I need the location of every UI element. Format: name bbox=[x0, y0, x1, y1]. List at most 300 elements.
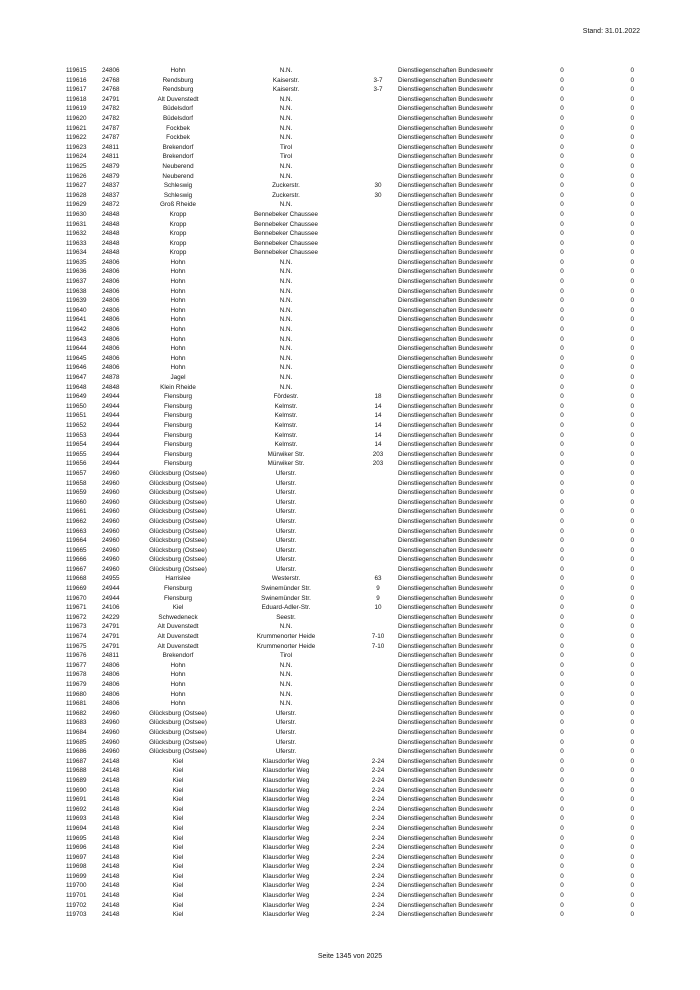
cell-house-number bbox=[358, 565, 398, 575]
cell-property-type: Dienstliegenschaften Bundeswehr bbox=[398, 709, 494, 717]
cell-street: Uferstr. bbox=[275, 498, 297, 506]
cell-property-type: Dienstliegenschaften Bundeswehr bbox=[398, 114, 494, 122]
cell-value-2: 0 bbox=[630, 143, 634, 151]
cell-property-type: Dienstliegenschaften Bundeswehr bbox=[398, 450, 494, 458]
cell-value-1: 0 bbox=[560, 182, 564, 190]
cell-street: Uferstr. bbox=[275, 508, 297, 516]
table-row bbox=[66, 747, 634, 757]
cell-row-id: 119684 bbox=[66, 728, 87, 736]
cell-postal-code: 24148 bbox=[102, 853, 120, 861]
cell-value-1: 0 bbox=[560, 834, 564, 842]
cell-property-type: Dienstliegenschaften Bundeswehr bbox=[398, 287, 494, 295]
cell-city: Hohn bbox=[170, 700, 186, 708]
cell-postal-code: 24806 bbox=[102, 345, 120, 353]
table-row bbox=[66, 699, 634, 709]
cell-property-type: Dienstliegenschaften Bundeswehr bbox=[398, 805, 494, 813]
cell-row-id: 119627 bbox=[66, 182, 87, 190]
cell-value-1: 0 bbox=[560, 143, 564, 151]
cell-house-number bbox=[358, 248, 398, 258]
cell-value-1: 0 bbox=[560, 278, 564, 286]
cell-value-1: 0 bbox=[560, 796, 564, 804]
table-row bbox=[66, 901, 634, 911]
cell-property-type: Dienstliegenschaften Bundeswehr bbox=[398, 182, 494, 190]
cell-value-2: 0 bbox=[630, 172, 634, 180]
cell-value-1: 0 bbox=[560, 124, 564, 132]
cell-house-number bbox=[358, 344, 398, 354]
cell-property-type: Dienstliegenschaften Bundeswehr bbox=[398, 594, 494, 602]
cell-property-type: Dienstliegenschaften Bundeswehr bbox=[398, 901, 494, 909]
cell-property-type: Dienstliegenschaften Bundeswehr bbox=[398, 690, 494, 698]
table-row bbox=[66, 104, 634, 114]
cell-value-2: 0 bbox=[630, 805, 634, 813]
cell-street: Klausdorfer Weg bbox=[262, 757, 310, 765]
cell-postal-code: 24148 bbox=[102, 911, 120, 919]
cell-row-id: 119626 bbox=[66, 172, 87, 180]
cell-street: Klausdorfer Weg bbox=[262, 824, 310, 832]
cell-street: N.N. bbox=[279, 345, 293, 353]
cell-house-number: 2-24 bbox=[371, 786, 385, 794]
cell-postal-code: 24878 bbox=[102, 374, 120, 381]
table-row bbox=[66, 613, 634, 623]
cell-value-2: 0 bbox=[630, 393, 634, 401]
cell-value-1: 0 bbox=[560, 537, 564, 545]
cell-city: Brekendorf bbox=[162, 143, 194, 151]
cell-row-id: 119625 bbox=[66, 162, 87, 170]
cell-value-2: 0 bbox=[630, 872, 634, 880]
table-row bbox=[66, 85, 634, 95]
cell-city: Kiel bbox=[172, 776, 184, 784]
cell-house-number bbox=[358, 383, 398, 393]
cell-row-id: 119630 bbox=[66, 210, 87, 218]
cell-city: Hohn bbox=[170, 354, 186, 362]
cell-value-2: 0 bbox=[630, 431, 634, 439]
cell-city: Glücksburg (Ostsee) bbox=[149, 709, 207, 717]
cell-city: Hohn bbox=[170, 661, 186, 669]
cell-property-type: Dienstliegenschaften Bundeswehr bbox=[398, 354, 494, 362]
cell-value-2: 0 bbox=[630, 853, 634, 861]
cell-house-number bbox=[358, 220, 398, 230]
cell-value-2: 0 bbox=[630, 479, 634, 487]
cell-street: Kelmstr. bbox=[274, 402, 298, 410]
cell-house-number: 9 bbox=[376, 585, 380, 593]
cell-city: Kiel bbox=[172, 892, 184, 900]
cell-value-2: 0 bbox=[630, 738, 634, 746]
cell-property-type: Dienstliegenschaften Bundeswehr bbox=[398, 431, 494, 439]
cell-value-2: 0 bbox=[630, 767, 634, 775]
cell-city: Brekendorf bbox=[162, 153, 194, 161]
cell-city: Flensburg bbox=[163, 450, 192, 458]
cell-value-1: 0 bbox=[560, 728, 564, 736]
cell-value-1: 0 bbox=[560, 853, 564, 861]
cell-postal-code: 24811 bbox=[102, 143, 120, 151]
table-row bbox=[66, 776, 634, 786]
cell-house-number bbox=[358, 287, 398, 297]
cell-postal-code: 24955 bbox=[102, 575, 120, 583]
cell-city: Flensburg bbox=[163, 441, 192, 449]
cell-value-1: 0 bbox=[560, 134, 564, 142]
cell-row-id: 119667 bbox=[66, 565, 87, 573]
cell-value-1: 0 bbox=[560, 354, 564, 362]
cell-value-1: 0 bbox=[560, 652, 564, 660]
cell-city: Flensburg bbox=[163, 402, 192, 410]
cell-row-id: 119686 bbox=[66, 748, 87, 756]
table-row bbox=[66, 76, 634, 86]
cell-row-id: 119629 bbox=[66, 201, 87, 209]
cell-value-1: 0 bbox=[560, 844, 564, 852]
cell-row-id: 119692 bbox=[66, 805, 87, 813]
cell-street: Uferstr. bbox=[275, 489, 297, 497]
cell-city: Flensburg bbox=[163, 393, 192, 401]
cell-row-id: 119697 bbox=[66, 853, 87, 861]
cell-city: Hohn bbox=[170, 258, 186, 266]
cell-house-number: 63 bbox=[374, 575, 382, 583]
cell-property-type: Dienstliegenschaften Bundeswehr bbox=[398, 556, 494, 564]
cell-row-id: 119631 bbox=[66, 220, 87, 228]
cell-city: Kiel bbox=[172, 805, 184, 813]
cell-value-2: 0 bbox=[630, 748, 634, 756]
table-row bbox=[66, 738, 634, 748]
cell-city: Hohn bbox=[170, 326, 186, 334]
cell-property-type: Dienstliegenschaften Bundeswehr bbox=[398, 306, 494, 314]
cell-street: N.N. bbox=[279, 661, 293, 669]
cell-value-1: 0 bbox=[560, 546, 564, 554]
cell-property-type: Dienstliegenschaften Bundeswehr bbox=[398, 824, 494, 832]
cell-house-number bbox=[358, 172, 398, 182]
cell-property-type: Dienstliegenschaften Bundeswehr bbox=[398, 671, 494, 679]
cell-street: Swinemünder Str. bbox=[261, 594, 311, 602]
cell-street: Kelmstr. bbox=[274, 431, 298, 439]
cell-street: N.N. bbox=[279, 681, 293, 688]
table-row bbox=[66, 421, 634, 431]
cell-row-id: 119655 bbox=[66, 450, 87, 458]
cell-property-type: Dienstliegenschaften Bundeswehr bbox=[398, 249, 494, 257]
cell-value-1: 0 bbox=[560, 249, 564, 257]
table-row bbox=[66, 910, 634, 920]
cell-value-2: 0 bbox=[630, 258, 634, 266]
cell-postal-code: 24806 bbox=[102, 335, 120, 343]
cell-street: N.N. bbox=[279, 335, 293, 343]
cell-street: N.N. bbox=[279, 287, 293, 295]
cell-street: Klausdorfer Weg bbox=[262, 911, 310, 919]
cell-house-number bbox=[358, 479, 398, 489]
cell-city: Glücksburg (Ostsee) bbox=[149, 738, 207, 746]
cell-value-1: 0 bbox=[560, 633, 564, 641]
cell-city: Alt Duvenstedt bbox=[157, 95, 199, 103]
cell-house-number bbox=[358, 680, 398, 690]
cell-street: N.N. bbox=[279, 316, 293, 324]
cell-house-number: 7-10 bbox=[371, 633, 385, 641]
cell-row-id: 119688 bbox=[66, 767, 87, 775]
cell-value-2: 0 bbox=[630, 786, 634, 794]
cell-row-id: 119682 bbox=[66, 709, 87, 717]
table-row bbox=[66, 795, 634, 805]
cell-property-type: Dienstliegenschaften Bundeswehr bbox=[398, 153, 494, 161]
cell-value-1: 0 bbox=[560, 220, 564, 228]
cell-street: Klausdorfer Weg bbox=[262, 786, 310, 794]
cell-postal-code: 24791 bbox=[102, 633, 120, 641]
cell-postal-code: 24806 bbox=[102, 690, 120, 698]
cell-row-id: 119685 bbox=[66, 738, 87, 746]
cell-value-1: 0 bbox=[560, 556, 564, 564]
cell-city: Kropp bbox=[169, 230, 187, 238]
cell-street: Seestr. bbox=[276, 613, 296, 621]
cell-row-id: 119703 bbox=[66, 911, 87, 919]
table-row bbox=[66, 651, 634, 661]
cell-value-2: 0 bbox=[630, 441, 634, 449]
cell-value-2: 0 bbox=[630, 220, 634, 228]
cell-property-type: Dienstliegenschaften Bundeswehr bbox=[398, 460, 494, 468]
cell-house-number bbox=[358, 335, 398, 345]
cell-value-1: 0 bbox=[560, 517, 564, 525]
cell-property-type: Dienstliegenschaften Bundeswehr bbox=[398, 844, 494, 852]
table-row bbox=[66, 565, 634, 575]
cell-value-1: 0 bbox=[560, 585, 564, 593]
cell-value-2: 0 bbox=[630, 287, 634, 295]
cell-street: Uferstr. bbox=[275, 527, 297, 535]
cell-postal-code: 24806 bbox=[102, 268, 120, 276]
cell-value-1: 0 bbox=[560, 805, 564, 813]
cell-value-1: 0 bbox=[560, 297, 564, 305]
cell-row-id: 119649 bbox=[66, 393, 87, 401]
cell-property-type: Dienstliegenschaften Bundeswehr bbox=[398, 815, 494, 823]
cell-city: Harrislee bbox=[165, 575, 191, 583]
table-row bbox=[66, 632, 634, 642]
cell-value-1: 0 bbox=[560, 508, 564, 516]
cell-postal-code: 24806 bbox=[102, 297, 120, 305]
cell-value-1: 0 bbox=[560, 642, 564, 650]
cell-street: N.N. bbox=[279, 105, 293, 113]
table-row bbox=[66, 114, 634, 124]
cell-city: Kiel bbox=[172, 882, 184, 890]
cell-postal-code: 24787 bbox=[102, 134, 120, 142]
cell-value-1: 0 bbox=[560, 210, 564, 218]
cell-street: Klausdorfer Weg bbox=[262, 767, 310, 775]
stand-date: Stand: 31.01.2022 bbox=[582, 28, 640, 35]
cell-row-id: 119646 bbox=[66, 364, 87, 372]
cell-row-id: 119648 bbox=[66, 383, 87, 391]
cell-city: Hohn bbox=[170, 681, 186, 688]
cell-value-1: 0 bbox=[560, 863, 564, 871]
cell-row-id: 119634 bbox=[66, 249, 87, 257]
table-row bbox=[66, 862, 634, 872]
table-row bbox=[66, 718, 634, 728]
cell-value-2: 0 bbox=[630, 86, 634, 94]
cell-postal-code: 24944 bbox=[102, 441, 120, 449]
cell-value-2: 0 bbox=[630, 815, 634, 823]
cell-property-type: Dienstliegenschaften Bundeswehr bbox=[398, 796, 494, 804]
table-row bbox=[66, 450, 634, 460]
cell-city: Hohn bbox=[170, 690, 186, 698]
cell-house-number: 14 bbox=[374, 412, 382, 420]
cell-street: Bennebeker Chaussee bbox=[253, 210, 319, 218]
cell-city: Hohn bbox=[170, 364, 186, 372]
property-table bbox=[66, 66, 634, 920]
cell-house-number bbox=[358, 690, 398, 700]
cell-house-number bbox=[358, 661, 398, 671]
cell-street: N.N. bbox=[279, 306, 293, 314]
cell-postal-code: 24806 bbox=[102, 67, 120, 74]
cell-row-id: 119690 bbox=[66, 786, 87, 794]
cell-postal-code: 24148 bbox=[102, 824, 120, 832]
cell-value-2: 0 bbox=[630, 537, 634, 545]
cell-row-id: 119677 bbox=[66, 661, 87, 669]
cell-city: Groß Rheide bbox=[159, 201, 197, 209]
table-row bbox=[66, 728, 634, 738]
cell-postal-code: 24944 bbox=[102, 412, 120, 420]
table-row bbox=[66, 824, 634, 834]
cell-postal-code: 24148 bbox=[102, 901, 120, 909]
cell-city: Glücksburg (Ostsee) bbox=[149, 469, 207, 477]
cell-house-number: 18 bbox=[374, 393, 382, 401]
cell-value-1: 0 bbox=[560, 441, 564, 449]
cell-city: Glücksburg (Ostsee) bbox=[149, 556, 207, 564]
cell-row-id: 119637 bbox=[66, 278, 87, 286]
cell-value-1: 0 bbox=[560, 776, 564, 784]
cell-street: Bennebeker Chaussee bbox=[253, 249, 319, 257]
cell-city: Glücksburg (Ostsee) bbox=[149, 719, 207, 727]
cell-value-2: 0 bbox=[630, 412, 634, 420]
cell-city: Kropp bbox=[169, 220, 187, 228]
cell-house-number bbox=[358, 124, 398, 134]
cell-house-number bbox=[358, 498, 398, 508]
cell-postal-code: 24944 bbox=[102, 594, 120, 602]
cell-row-id: 119644 bbox=[66, 345, 87, 353]
cell-city: Kiel bbox=[172, 796, 184, 804]
cell-city: Schleswig bbox=[163, 182, 193, 190]
cell-city: Glücksburg (Ostsee) bbox=[149, 728, 207, 736]
cell-value-2: 0 bbox=[630, 719, 634, 727]
cell-value-2: 0 bbox=[630, 623, 634, 631]
cell-value-2: 0 bbox=[630, 892, 634, 900]
cell-row-id: 119675 bbox=[66, 642, 87, 650]
table-row bbox=[66, 517, 634, 527]
cell-house-number bbox=[358, 239, 398, 249]
cell-property-type: Dienstliegenschaften Bundeswehr bbox=[398, 681, 494, 688]
cell-value-1: 0 bbox=[560, 383, 564, 391]
cell-property-type: Dienstliegenschaften Bundeswehr bbox=[398, 834, 494, 842]
cell-value-1: 0 bbox=[560, 767, 564, 775]
cell-value-2: 0 bbox=[630, 681, 634, 688]
table-row bbox=[66, 853, 634, 863]
cell-street: Klausdorfer Weg bbox=[262, 863, 310, 871]
cell-property-type: Dienstliegenschaften Bundeswehr bbox=[398, 642, 494, 650]
cell-row-id: 119660 bbox=[66, 498, 87, 506]
cell-value-2: 0 bbox=[630, 709, 634, 717]
table-row bbox=[66, 834, 634, 844]
cell-value-2: 0 bbox=[630, 383, 634, 391]
cell-postal-code: 24806 bbox=[102, 258, 120, 266]
cell-row-id: 119672 bbox=[66, 613, 87, 621]
cell-postal-code: 24148 bbox=[102, 844, 120, 852]
cell-row-id: 119683 bbox=[66, 719, 87, 727]
cell-street: N.N. bbox=[279, 114, 293, 122]
cell-row-id: 119638 bbox=[66, 287, 87, 295]
cell-house-number bbox=[358, 709, 398, 719]
cell-property-type: Dienstliegenschaften Bundeswehr bbox=[398, 479, 494, 487]
cell-property-type: Dienstliegenschaften Bundeswehr bbox=[398, 661, 494, 669]
table-row bbox=[66, 287, 634, 297]
table-row bbox=[66, 814, 634, 824]
cell-house-number: 2-24 bbox=[371, 776, 385, 784]
cell-house-number bbox=[358, 738, 398, 748]
cell-city: Kropp bbox=[169, 210, 187, 218]
cell-row-id: 119663 bbox=[66, 527, 87, 535]
cell-row-id: 119617 bbox=[66, 86, 87, 94]
table-row bbox=[66, 210, 634, 220]
cell-value-2: 0 bbox=[630, 421, 634, 429]
cell-value-1: 0 bbox=[560, 306, 564, 314]
cell-house-number bbox=[358, 114, 398, 124]
cell-postal-code: 24944 bbox=[102, 421, 120, 429]
cell-house-number: 2-24 bbox=[371, 824, 385, 832]
cell-value-2: 0 bbox=[630, 316, 634, 324]
cell-postal-code: 24944 bbox=[102, 585, 120, 593]
cell-street: Klausdorfer Weg bbox=[262, 834, 310, 842]
cell-city: Büdelsdorf bbox=[162, 105, 194, 113]
table-row bbox=[66, 239, 634, 249]
table-row bbox=[66, 872, 634, 882]
cell-city: Glücksburg (Ostsee) bbox=[149, 508, 207, 516]
cell-postal-code: 24148 bbox=[102, 882, 120, 890]
cell-house-number bbox=[358, 363, 398, 373]
cell-row-id: 119699 bbox=[66, 872, 87, 880]
cell-row-id: 119661 bbox=[66, 508, 87, 516]
table-row bbox=[66, 594, 634, 604]
cell-row-id: 119689 bbox=[66, 776, 87, 784]
cell-postal-code: 24768 bbox=[102, 86, 120, 94]
table-row bbox=[66, 152, 634, 162]
cell-value-2: 0 bbox=[630, 661, 634, 669]
cell-city: Alt Duvenstedt bbox=[157, 623, 199, 631]
cell-value-2: 0 bbox=[630, 824, 634, 832]
table-body bbox=[66, 66, 634, 920]
table-row bbox=[66, 315, 634, 325]
cell-property-type: Dienstliegenschaften Bundeswehr bbox=[398, 863, 494, 871]
cell-street: Kelmstr. bbox=[274, 412, 298, 420]
cell-city: Kiel bbox=[172, 911, 184, 919]
cell-property-type: Dienstliegenschaften Bundeswehr bbox=[398, 335, 494, 343]
cell-house-number bbox=[358, 373, 398, 383]
cell-value-2: 0 bbox=[630, 556, 634, 564]
table-row bbox=[66, 66, 634, 76]
cell-row-id: 119636 bbox=[66, 268, 87, 276]
cell-value-1: 0 bbox=[560, 575, 564, 583]
cell-city: Hohn bbox=[170, 671, 186, 679]
cell-property-type: Dienstliegenschaften Bundeswehr bbox=[398, 892, 494, 900]
cell-house-number: 2-24 bbox=[371, 911, 385, 919]
cell-street: N.N. bbox=[279, 201, 293, 209]
cell-city: Hohn bbox=[170, 306, 186, 314]
cell-postal-code: 24960 bbox=[102, 565, 120, 573]
cell-city: Glücksburg (Ostsee) bbox=[149, 748, 207, 756]
cell-value-1: 0 bbox=[560, 374, 564, 381]
cell-value-2: 0 bbox=[630, 201, 634, 209]
cell-house-number: 10 bbox=[374, 604, 382, 612]
cell-street: Bennebeker Chaussee bbox=[253, 239, 319, 247]
cell-city: Hohn bbox=[170, 345, 186, 353]
cell-value-2: 0 bbox=[630, 354, 634, 362]
cell-value-2: 0 bbox=[630, 374, 634, 381]
cell-house-number: 203 bbox=[372, 460, 384, 468]
cell-value-2: 0 bbox=[630, 757, 634, 765]
cell-city: Klein Rheide bbox=[160, 383, 196, 391]
cell-city: Kiel bbox=[172, 863, 184, 871]
cell-property-type: Dienstliegenschaften Bundeswehr bbox=[398, 700, 494, 708]
table-row bbox=[66, 229, 634, 239]
cell-property-type: Dienstliegenschaften Bundeswehr bbox=[398, 268, 494, 276]
cell-postal-code: 24960 bbox=[102, 738, 120, 746]
cell-property-type: Dienstliegenschaften Bundeswehr bbox=[398, 517, 494, 525]
